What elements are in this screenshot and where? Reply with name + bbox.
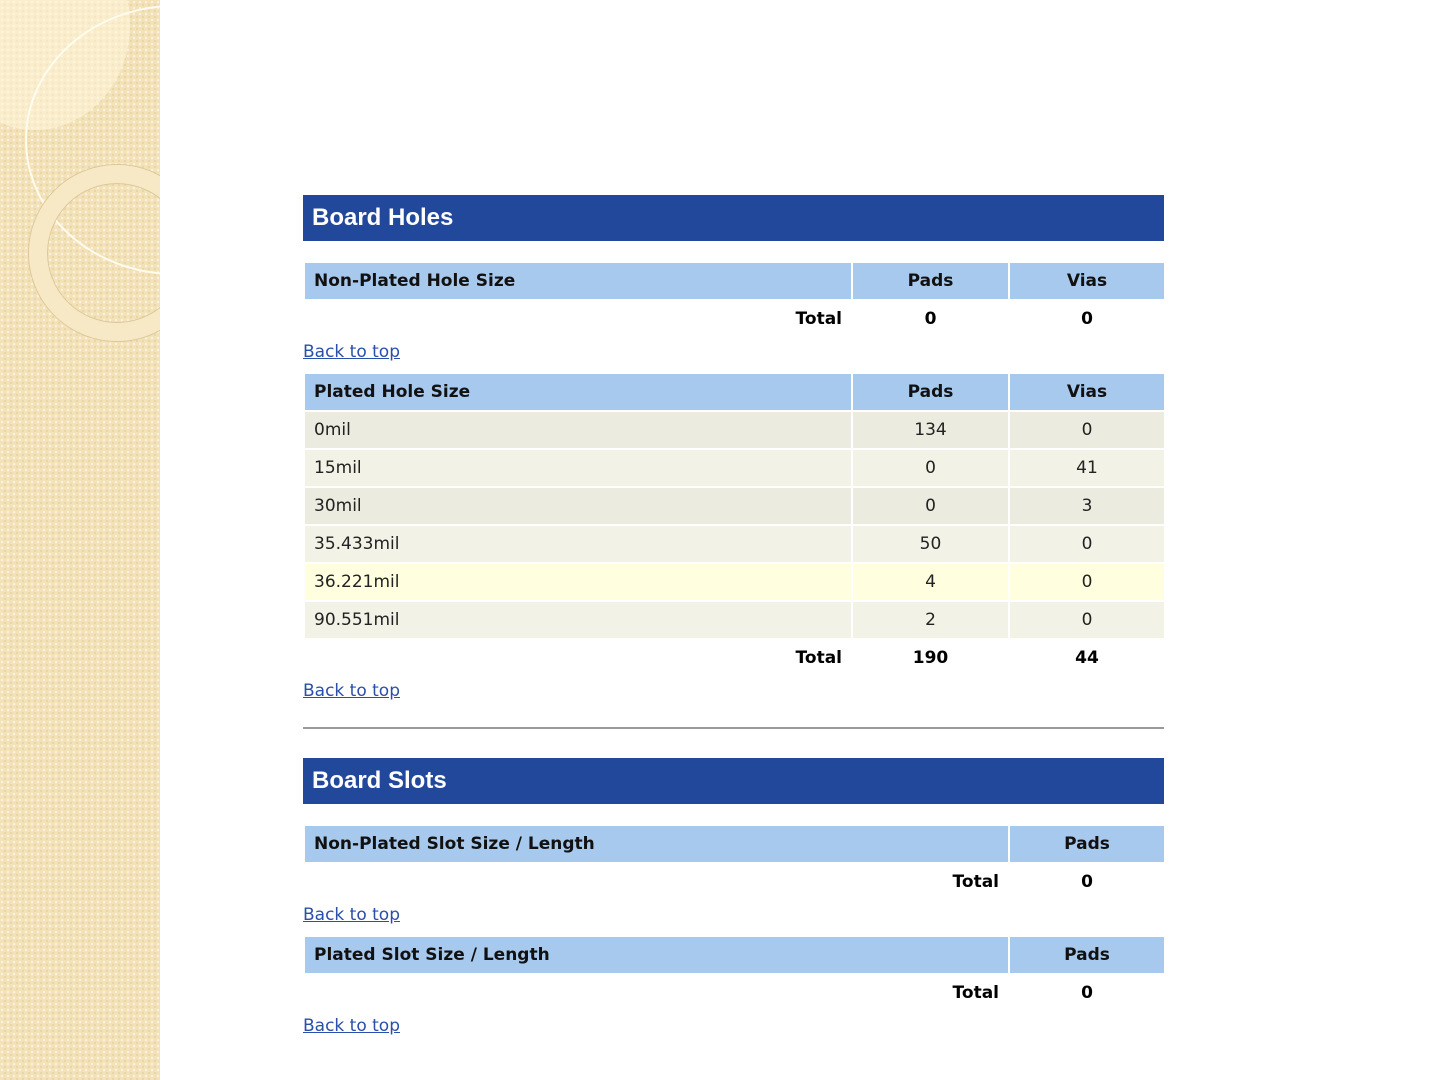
column-header-vias: Vias [1010,263,1164,299]
table-header-row [305,937,1164,973]
pads-cell: 134 [853,412,1008,448]
plated-slot-table [303,935,1166,1013]
column-header-pads: Pads [1010,937,1164,973]
total-pads: 0 [853,301,1008,337]
total-label: Total [305,975,1008,1011]
total-pads: 0 [1010,864,1164,900]
vias-cell: 0 [1010,526,1164,562]
non-plated-hole-table [303,261,1166,339]
board-slots-header: Board Slots [303,758,1164,804]
back-to-top-link[interactable]: Back to top [303,905,401,925]
hole-size-cell: 35.433mil [305,526,851,562]
report-content [303,195,1164,1037]
plated-hole-table [303,372,1166,678]
column-header-pads: Pads [853,263,1008,299]
back-to-top-link[interactable]: Back to top [303,1016,401,1036]
pads-cell: 0 [853,488,1008,524]
total-row [305,640,1164,676]
vias-cell: 3 [1010,488,1164,524]
table-header-row [305,263,1164,299]
total-vias: 0 [1010,301,1164,337]
back-to-top-link[interactable]: Back to top [303,342,401,362]
column-header-size: Plated Hole Size [305,374,851,410]
column-header-pads: Pads [853,374,1008,410]
column-header-slot-size: Plated Slot Size / Length [305,937,1008,973]
table-row [305,602,1164,638]
pads-cell: 2 [853,602,1008,638]
total-row [305,975,1164,1011]
total-row [305,301,1164,337]
table-row [305,412,1164,448]
vias-cell: 0 [1010,564,1164,600]
table-header-row [305,826,1164,862]
total-row [305,864,1164,900]
pads-cell: 4 [853,564,1008,600]
section-divider [303,727,1164,729]
table-row [305,488,1164,524]
hole-size-cell: 15mil [305,450,851,486]
column-header-vias: Vias [1010,374,1164,410]
non-plated-slot-table [303,824,1166,902]
pads-cell: 50 [853,526,1008,562]
back-to-top-link[interactable]: Back to top [303,681,401,701]
pads-cell: 0 [853,450,1008,486]
total-pads: 190 [853,640,1008,676]
table-row-highlighted [305,564,1164,600]
total-vias: 44 [1010,640,1164,676]
vias-cell: 41 [1010,450,1164,486]
hole-size-cell: 0mil [305,412,851,448]
column-header-slot-size: Non-Plated Slot Size / Length [305,826,1008,862]
vias-cell: 0 [1010,602,1164,638]
hole-size-cell: 30mil [305,488,851,524]
hole-size-cell: 90.551mil [305,602,851,638]
total-pads: 0 [1010,975,1164,1011]
table-row [305,526,1164,562]
total-label: Total [305,864,1008,900]
total-label: Total [305,640,851,676]
column-header-pads: Pads [1010,826,1164,862]
total-label: Total [305,301,851,337]
decorative-sidebar [0,0,160,1080]
table-header-row [305,374,1164,410]
table-row [305,450,1164,486]
hole-size-cell: 36.221mil [305,564,851,600]
column-header-size: Non-Plated Hole Size [305,263,851,299]
board-holes-header: Board Holes [303,195,1164,241]
vias-cell: 0 [1010,412,1164,448]
